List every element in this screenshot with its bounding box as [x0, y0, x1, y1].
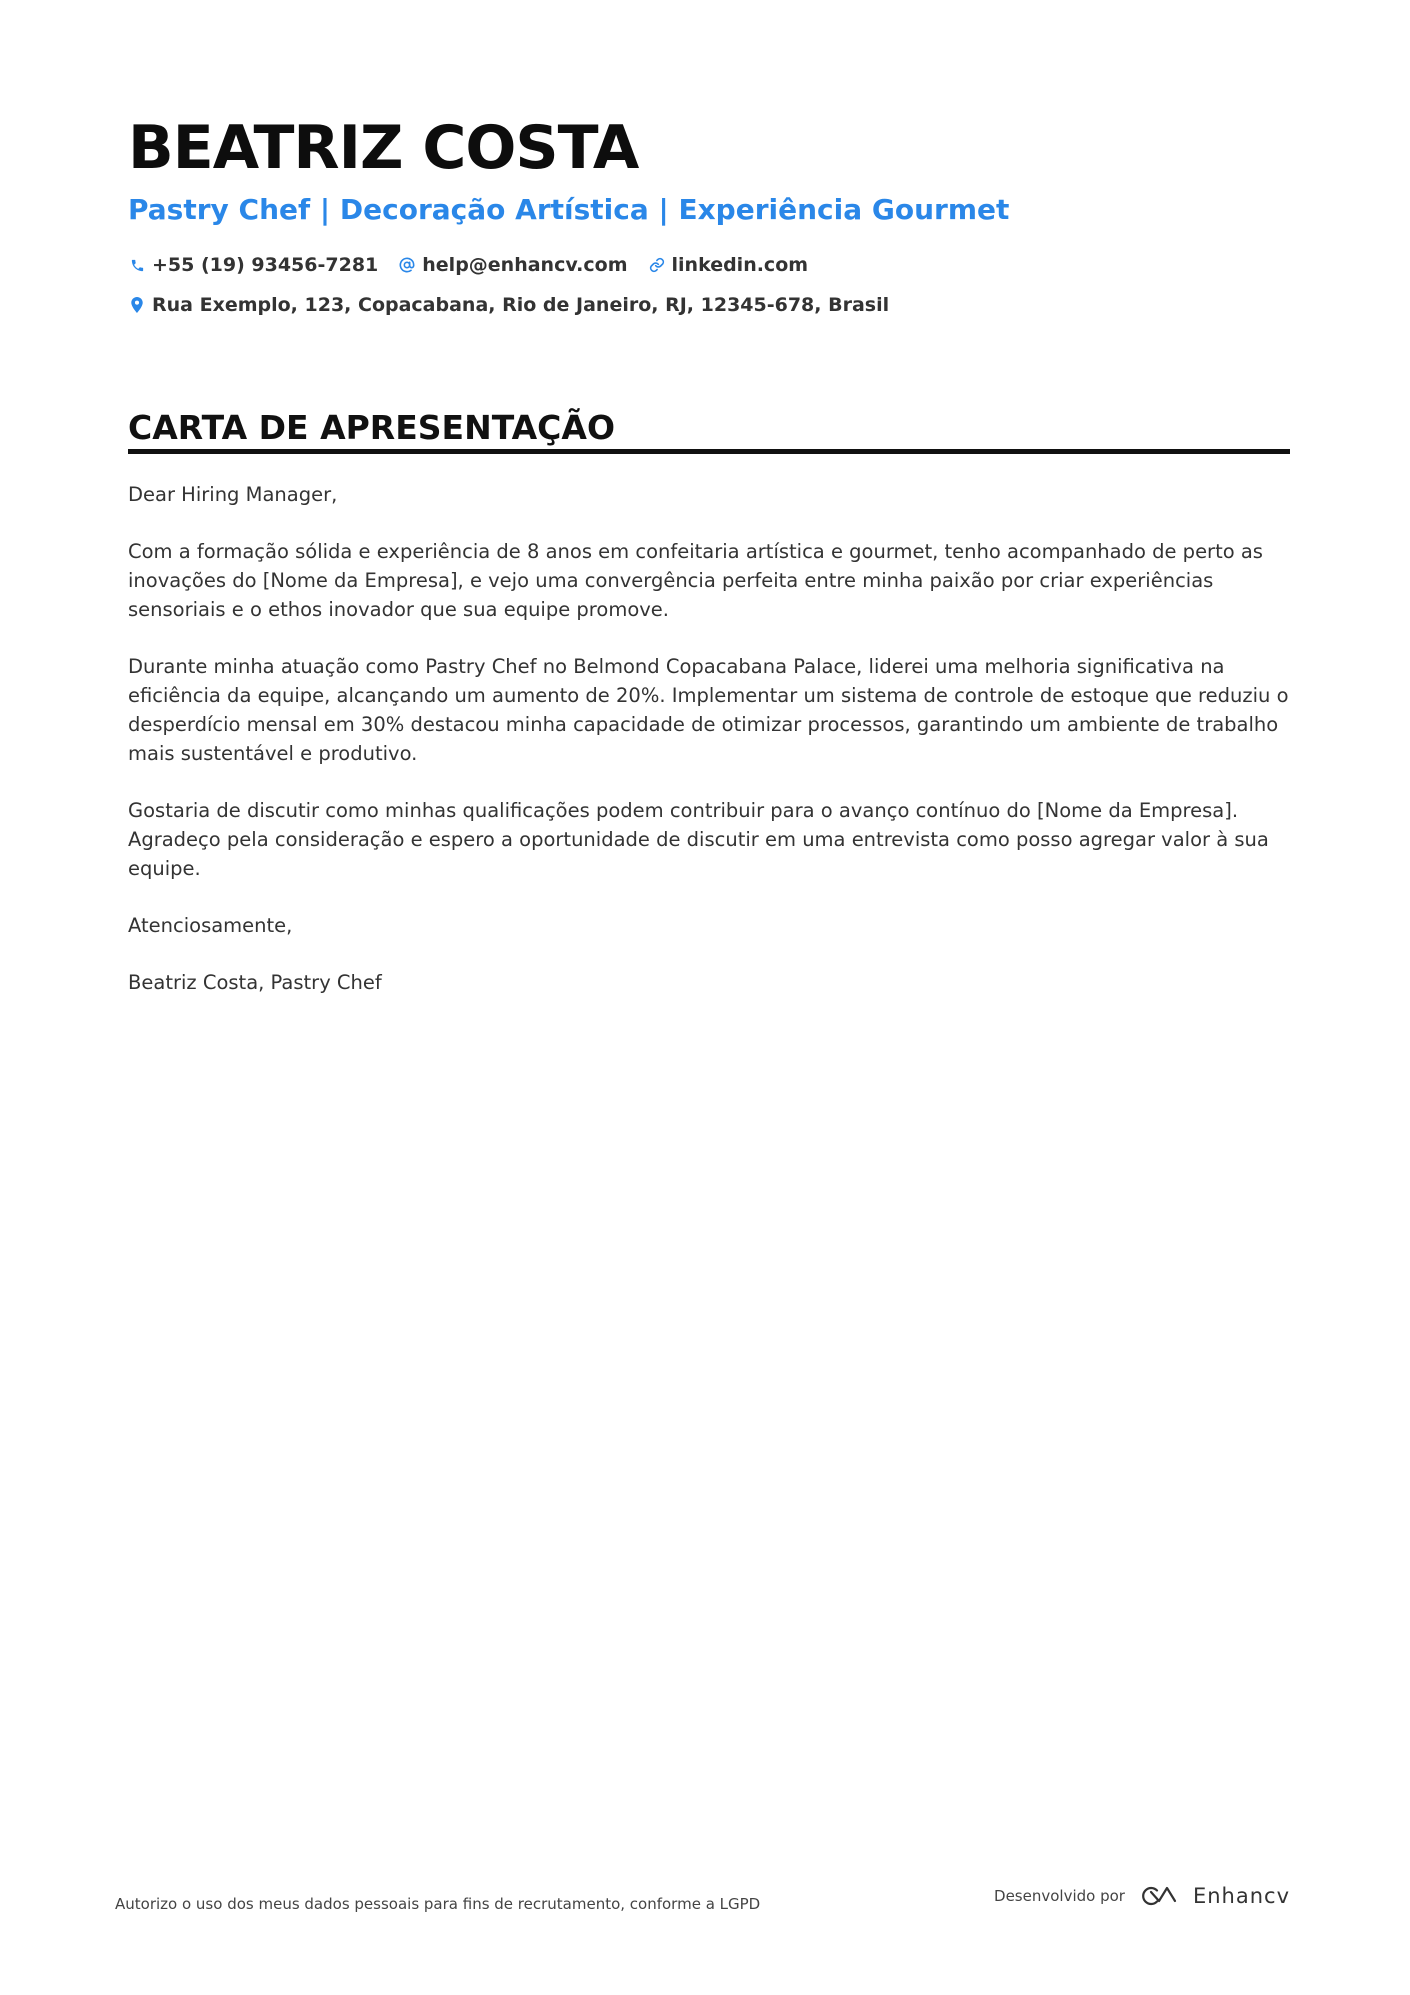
letter-paragraph: Durante minha atuação como Pastry Chef no Belmond Copacabana Palace, liderei uma melhoria significativa na eficiência da equipe, alcançando um aumento de 20%. Implementar um sistema de controle de estoque que reduziu o desperdício mensal em 30% destacou minha capacidade de otimizar processos, garantindo um ambiente de trabalho mais sustentável e produtivo.	[128, 655, 1289, 765]
powered-by[interactable]	[994, 1884, 1290, 1908]
enhancv-logo-icon	[1137, 1884, 1183, 1908]
section-divider	[128, 449, 1290, 454]
letter-greeting: Dear Hiring Manager,	[128, 483, 338, 506]
address-contact	[128, 294, 889, 316]
phone-text: +55 (19) 93456-7281	[152, 254, 379, 276]
email-text: help@enhancv.com	[422, 254, 628, 276]
letter-paragraph: Gostaria de discutir como minhas qualificações podem contribuir para o avanço contínuo do [Nome da Empresa]. Agradeço pela consideração e espero a oportunidade de discutir em uma entrevista como posso agregar valor à sua equipe.	[128, 799, 1269, 880]
phone-icon	[128, 256, 146, 274]
email-contact[interactable]	[398, 254, 627, 276]
contact-row	[128, 254, 828, 276]
candidate-headline: Pastry Chef | Decoração Artística | Experiência Gourmet	[128, 193, 1010, 226]
consent-note: Autorizo o uso dos meus dados pessoais para fins de recrutamento, conforme a LGPD	[115, 1895, 761, 1913]
map-pin-icon	[128, 296, 146, 314]
linkedin-contact[interactable]	[648, 254, 809, 276]
phone-contact[interactable]	[128, 254, 378, 276]
letter-signature: Beatriz Costa, Pastry Chef	[128, 971, 382, 994]
powered-by-label: Desenvolvido por	[994, 1887, 1125, 1905]
cover-letter-body	[128, 480, 1290, 1025]
at-sign-icon	[398, 256, 416, 274]
linkedin-text: linkedin.com	[671, 254, 809, 276]
section-title: CARTA DE APRESENTAÇÃO	[128, 408, 615, 447]
address-row	[128, 294, 909, 316]
letter-paragraph: Com a formação sólida e experiência de 8 anos em confeitaria artística e gourmet, tenho acompanhado de perto as inovações do [Nome da Empresa], e vejo uma convergência perfeita entre minha paixão por criar experiências sensoriais e o ethos inovador que sua equipe promove.	[128, 540, 1263, 621]
brand-name: Enhancv	[1192, 1884, 1290, 1908]
letter-closing: Atenciosamente,	[128, 914, 293, 937]
address-text: Rua Exemplo, 123, Copacabana, Rio de Janeiro, RJ, 12345-678, Brasil	[152, 294, 890, 316]
link-icon	[648, 256, 666, 274]
candidate-name: BEATRIZ COSTA	[128, 113, 639, 183]
